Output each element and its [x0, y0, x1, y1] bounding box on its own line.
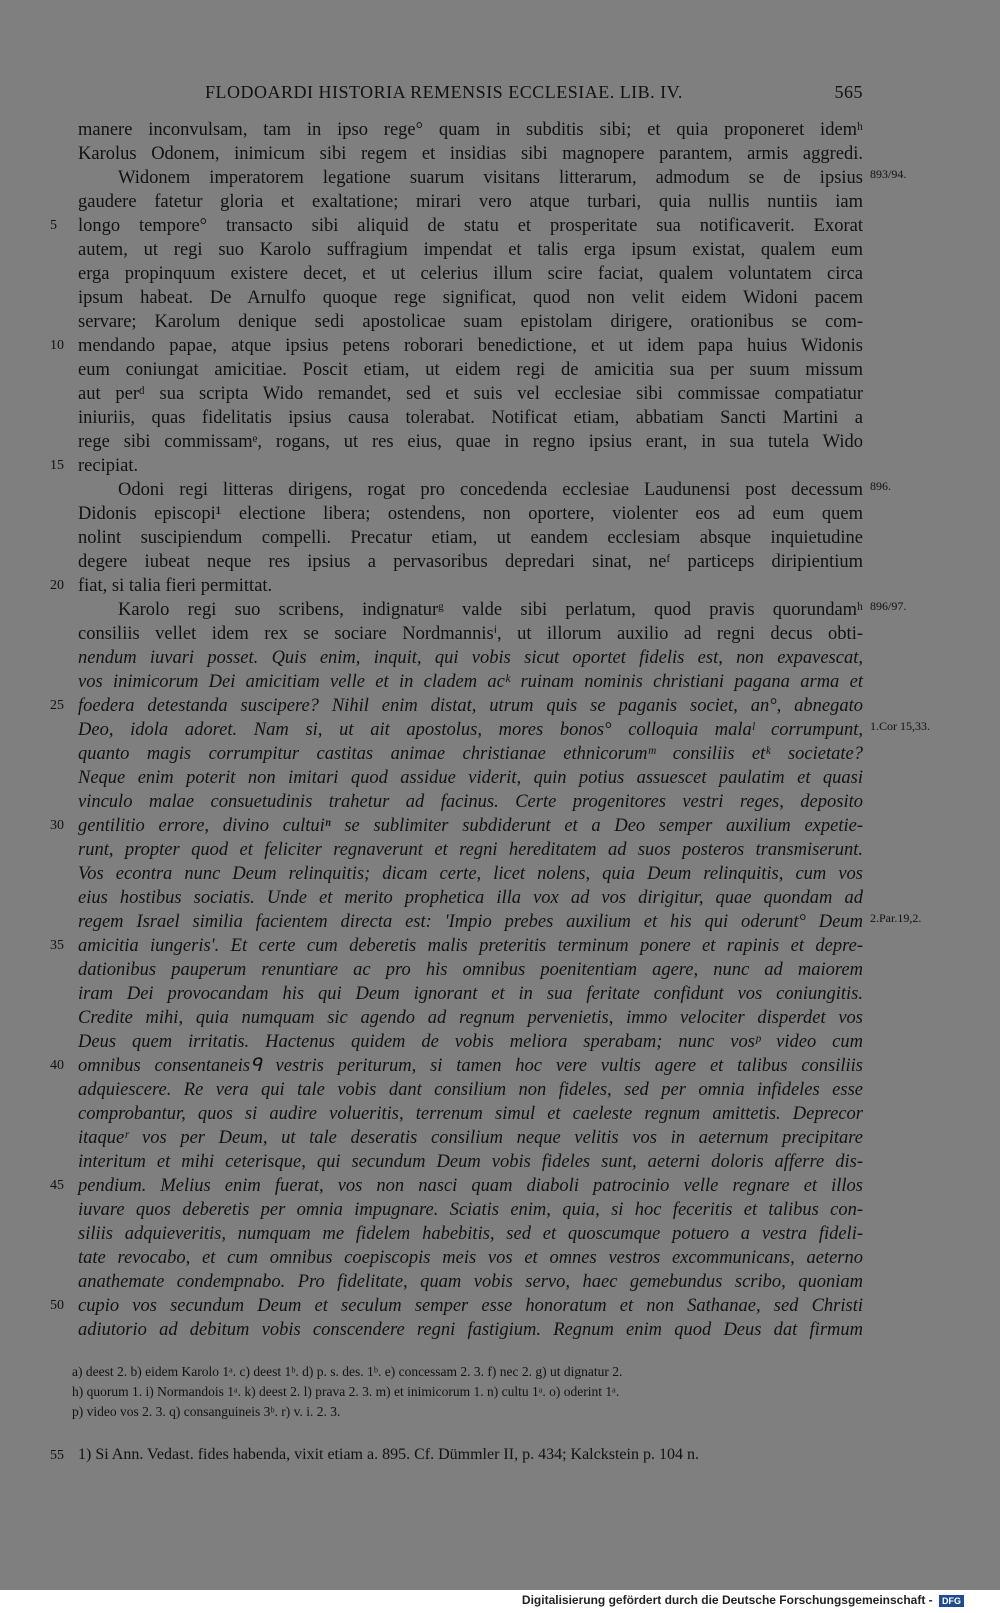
line-text: amicitia iungeris'. Et certe cum deberetis malis preteritis terminum ponere et rapinis et depre-	[78, 936, 863, 956]
text-line	[78, 838, 863, 862]
line-text: pendium. Melius enim fuerat, vos non nasci quam diaboli patrocinio velle regnare et illos	[78, 1176, 863, 1196]
main-text	[50, 118, 930, 1342]
line-text: autem, ut regi suo Karolo suffragium impendat et talis erga ipsum existat, qualem eum	[78, 240, 863, 260]
text-line	[50, 694, 863, 718]
line-text: servare; Karolum denique sedi apostolicae suam epistolam dirigere, orationibus se com-	[78, 312, 863, 332]
text-line	[78, 1078, 863, 1102]
text-line	[78, 598, 907, 622]
credit-text: Digitalisierung gefördert durch die Deutsche Forschungsgemeinschaft -	[521, 1593, 933, 1607]
margin-note: 896/97.	[870, 599, 907, 613]
line-text: Widonem imperatorem legatione suarum visitans litterarum, admodum se de ipsius	[118, 168, 863, 188]
text-line	[78, 190, 863, 214]
line-number: 25	[50, 698, 64, 713]
text-line	[78, 1318, 863, 1342]
line-text: eum coniungat amicitiae. Poscit etiam, ut eidem regi de amicitia sua per suum missum	[78, 360, 863, 380]
line-text: Deo, idola adoret. Nam si, ut ait apostolus, mores bonos° colloquia malaˡ corrumpunt,	[78, 720, 863, 740]
digitization-credit	[522, 1593, 964, 1607]
text-line	[78, 502, 863, 526]
text-line	[78, 262, 863, 286]
line-text: Vos econtra nunc Deum relinquitis; dicam certe, licet nolens, quia Deum relinquitis, cum vos	[78, 864, 863, 884]
line-text: longo tempore° transacto sibi aliquid de statu et prosperitate sua notificaverit. Exorat	[78, 216, 863, 236]
text-line	[78, 1102, 863, 1126]
line-text: dationibus pauperum renuntiare ac pro his omnibus poenitentiam agere, nunc ad maiorem	[78, 960, 863, 980]
text-line	[78, 430, 863, 454]
header-title: FLODOARDI HISTORIA REMENSIS ECCLESIAE. LIB. IV.	[205, 82, 683, 102]
line-text: nendum iuvari posset. Quis enim, inquit, qui vobis sicut oportet fidelis est, non expavescat,	[78, 648, 863, 668]
text-line	[50, 574, 863, 598]
text-line	[78, 1006, 863, 1030]
text-line	[78, 1222, 863, 1246]
line-text: Neque enim poterit non imitari quod assidue viderit, quin potius assuescet paulatim et quasi	[78, 768, 863, 788]
text-line	[78, 718, 930, 742]
text-line	[50, 814, 863, 838]
text-line	[50, 334, 863, 358]
running-header	[205, 82, 863, 103]
line-text: vos inimicorum Dei amicitiam velle et in cladem acᵏ ruinam nominis christiani pagana arma et	[78, 672, 863, 692]
line-text: adiutorio ad debitum vobis conscendere regni fastigium. Regnum enim quod Deus dat firmum	[78, 1320, 863, 1340]
footnote-line: p) video vos 2. 3. q) consanguineis 3ᵇ. r) v. i. 2. 3.	[72, 1404, 341, 1419]
text-line	[78, 1246, 863, 1270]
dfg-logo: DFG	[939, 1595, 964, 1607]
text-line	[50, 1294, 863, 1318]
text-line	[50, 1174, 863, 1198]
text-line	[78, 622, 863, 646]
text-line	[78, 790, 863, 814]
text-line	[78, 646, 863, 670]
text-line	[78, 670, 863, 694]
line-number: 10	[50, 338, 64, 353]
text-line	[78, 1030, 863, 1054]
text-line	[78, 1198, 863, 1222]
historical-note	[50, 1446, 870, 1464]
line-text: foedera detestanda suscipere? Nihil enim distat, utrum quis se paganis societ, an°, abnegato	[78, 696, 863, 716]
line-text: anathemate condempnabo. Pro fidelitate, quam vobis servo, haec gemebundus scribo, quoniam	[78, 1272, 863, 1292]
footnote-line: a) deest 2. b) eidem Karolo 1ᵃ. c) deest 1ᵇ. d) p. s. des. 1ᵇ. e) concessam 2. 3. f) nec 2. g) ut dignatur 2.	[72, 1364, 623, 1379]
line-text: quanto magis corrumpitur castitas animae christianae ethnicorumᵐ consiliis etᵏ societate?	[78, 744, 863, 764]
line-text: Credite mihi, quia numquam sic agendo ad regnum pervenietis, immo velociter disperdet vos	[78, 1008, 863, 1028]
text-line	[50, 454, 863, 478]
footnote-line: h) quorum 1. i) Normandois 1ᵃ. k) deest 2. l) prava 2. 3. m) et inimicorum 1. n) cultu 1ᵃ. o) oderint 1ᵃ.	[72, 1384, 620, 1399]
text-line	[78, 910, 922, 934]
line-text: runt, propter quod et feliciter regnaverunt et regni hereditatem ad suos posteros transmiserunt.	[78, 840, 863, 860]
line-text: itaqueʳ vos per Deum, ut tale deseratis consilium neque velitis vos in aeternum precipitare	[78, 1128, 863, 1148]
line-text: comprobantur, quos si audire volueritis, terrenum simul et caeleste regnum amittetis. Deprecor	[78, 1104, 863, 1124]
line-text: fiat, si talia fieri permittat.	[78, 576, 273, 596]
line-number: 5	[50, 218, 57, 233]
text-line	[50, 934, 863, 958]
text-line	[78, 478, 891, 502]
margin-note: 896.	[870, 479, 891, 493]
line-text: Didonis episcopi¹ electione libera; ostendens, non oportere, violenter eos ad eum quem	[78, 504, 863, 524]
line-text: nolint suscipiendum compelli. Precatur etiam, ut eandem ecclesiam absque inquietudine	[78, 528, 863, 548]
line-text: cupio vos secundum Deum et seculum semper esse honoratum et non Sathanae, sed Christi	[78, 1296, 863, 1316]
line-text: iniuriis, quas fidelitatis ipsius causa tolerabat. Notificat etiam, abbatiam Sancti Martini a	[78, 408, 863, 428]
text-line	[78, 982, 863, 1006]
line-number: 30	[50, 818, 64, 833]
line-text: degere iubeat neque res ipsius a pervasoribus depredari sinat, neᶠ particeps diripientium	[78, 552, 863, 572]
line-text: manere inconvulsam, tam in ipso rege° quam in subditis sibi; et quia proponeret idemʰ	[78, 120, 863, 140]
text-line	[78, 1150, 863, 1174]
line-text: rege sibi commissamᵉ, rogans, ut res eius, quae in regno ipsius erant, in sua tutela Wido	[78, 432, 863, 452]
line-number: 55	[50, 1448, 64, 1463]
line-text: regem Israel similia facientem directa est: 'Impio prebes auxilium et his qui oderunt° Deum	[78, 912, 863, 932]
line-text: aut perᵈ sua scripta Wido remandet, sed et suis vel ecclesiae sibi commissae compatiatur	[78, 384, 863, 404]
text-line	[78, 1270, 863, 1294]
line-number: 40	[50, 1058, 64, 1073]
text-line	[50, 1054, 863, 1078]
text-line	[78, 550, 863, 574]
page-number: 565	[834, 82, 863, 102]
line-number: 20	[50, 578, 64, 593]
text-line	[78, 166, 907, 190]
line-text: ipsum habeat. De Arnulfo quoque rege significat, quod non velit eidem Widoni pacem	[78, 288, 863, 308]
text-line	[78, 1126, 863, 1150]
margin-note: 1.Cor 15,33.	[870, 719, 930, 733]
line-text: gentilitio errore, divino cultuiⁿ se sublimiter subdiderunt et a Deo semper auxilium expetie-	[78, 816, 863, 836]
line-text: Karolo regi suo scribens, indignaturᵍ valde sibi perlatum, quod pravis quorundamʰ	[118, 600, 863, 620]
line-text: gaudere fatetur gloria et exaltatione; mirari vero atque turbari, quia nullis nuntiis iam	[78, 192, 863, 212]
line-text: recipiat.	[78, 456, 139, 476]
text-line	[78, 406, 863, 430]
line-text: adquiescere. Re vera qui tale vobis dant consilium non fideles, sed per omnia infideles esse	[78, 1080, 863, 1100]
line-text: vinculo malae consuetudinis trahetur ad facinus. Certe progenitores vestri reges, deposito	[78, 792, 863, 812]
line-number: 15	[50, 458, 64, 473]
margin-note: 2.Par.19,2.	[870, 911, 922, 925]
text-line	[78, 238, 863, 262]
line-number: 50	[50, 1298, 64, 1313]
text-line	[78, 358, 863, 382]
line-number: 35	[50, 938, 64, 953]
text-line	[78, 286, 863, 310]
line-text: omnibus consentaneisᑫ vestris periturum, si tamen hoc vere vultis agere et talibus consiliis	[78, 1056, 863, 1076]
text-line	[78, 382, 863, 406]
text-line	[50, 214, 863, 238]
line-text: iram Dei provocandam his qui Deum ignorant et in sua feritate confidunt vos coniungitis.	[78, 984, 863, 1004]
text-line	[78, 766, 863, 790]
note-text: 1) Si Ann. Vedast. fides habenda, vixit etiam a. 895. Cf. Dümmler II, p. 434; Kalckstein p. 104 n.	[78, 1446, 699, 1463]
line-text: Odoni regi litteras dirigens, rogat pro concedenda ecclesiae Laudunensi post decessum	[118, 480, 863, 500]
text-line	[78, 886, 863, 910]
text-line	[78, 118, 863, 142]
text-line	[78, 526, 863, 550]
line-text: eius hostibus sociatis. Unde et merito prophetica illa vox ad vos dirigitur, quae quondam ad	[78, 888, 863, 908]
line-text: tate revocabo, et cum omnibus coepiscopis meis vos et omnes vestros excommunicans, aeterno	[78, 1248, 863, 1268]
line-text: erga propinquum existere decet, et ut celerius illum scire faciat, qualem voluntatem circa	[78, 264, 863, 284]
text-line	[78, 142, 863, 166]
line-text: Deus quem irritatis. Hactenus quidem de vobis meliora sperabam; nunc vosᵖ video cum	[78, 1032, 863, 1052]
text-line	[78, 862, 863, 886]
line-text: Karolus Odonem, inimicum sibi regem et insidias sibi magnopere parantem, armis aggredi.	[78, 144, 863, 164]
line-text: consiliis vellet idem rex se sociare Nordmannisⁱ, ut illorum auxilio ad regni decus obti-	[78, 624, 863, 644]
text-line	[78, 742, 863, 766]
text-line	[78, 958, 863, 982]
line-text: siliis adquieveritis, numquam me fidelem habebitis, sed et quoscumque potuero a vestra fideli-	[78, 1224, 863, 1244]
text-line	[78, 310, 863, 334]
margin-note: 893/94.	[870, 167, 907, 181]
line-text: interitum et mihi ceterisque, qui secundum Deum vobis fideles sunt, aeterni doloris afferre dis-	[78, 1152, 863, 1172]
line-number: 45	[50, 1178, 64, 1193]
line-text: mendando papae, atque ipsius petens roborari benedictione, et ut idem papa huius Widonis	[78, 336, 863, 356]
line-text: iuvare quos deberetis per omnia impugnare. Sciatis enim, quia, si hoc feceritis et talibus con-	[78, 1200, 863, 1220]
